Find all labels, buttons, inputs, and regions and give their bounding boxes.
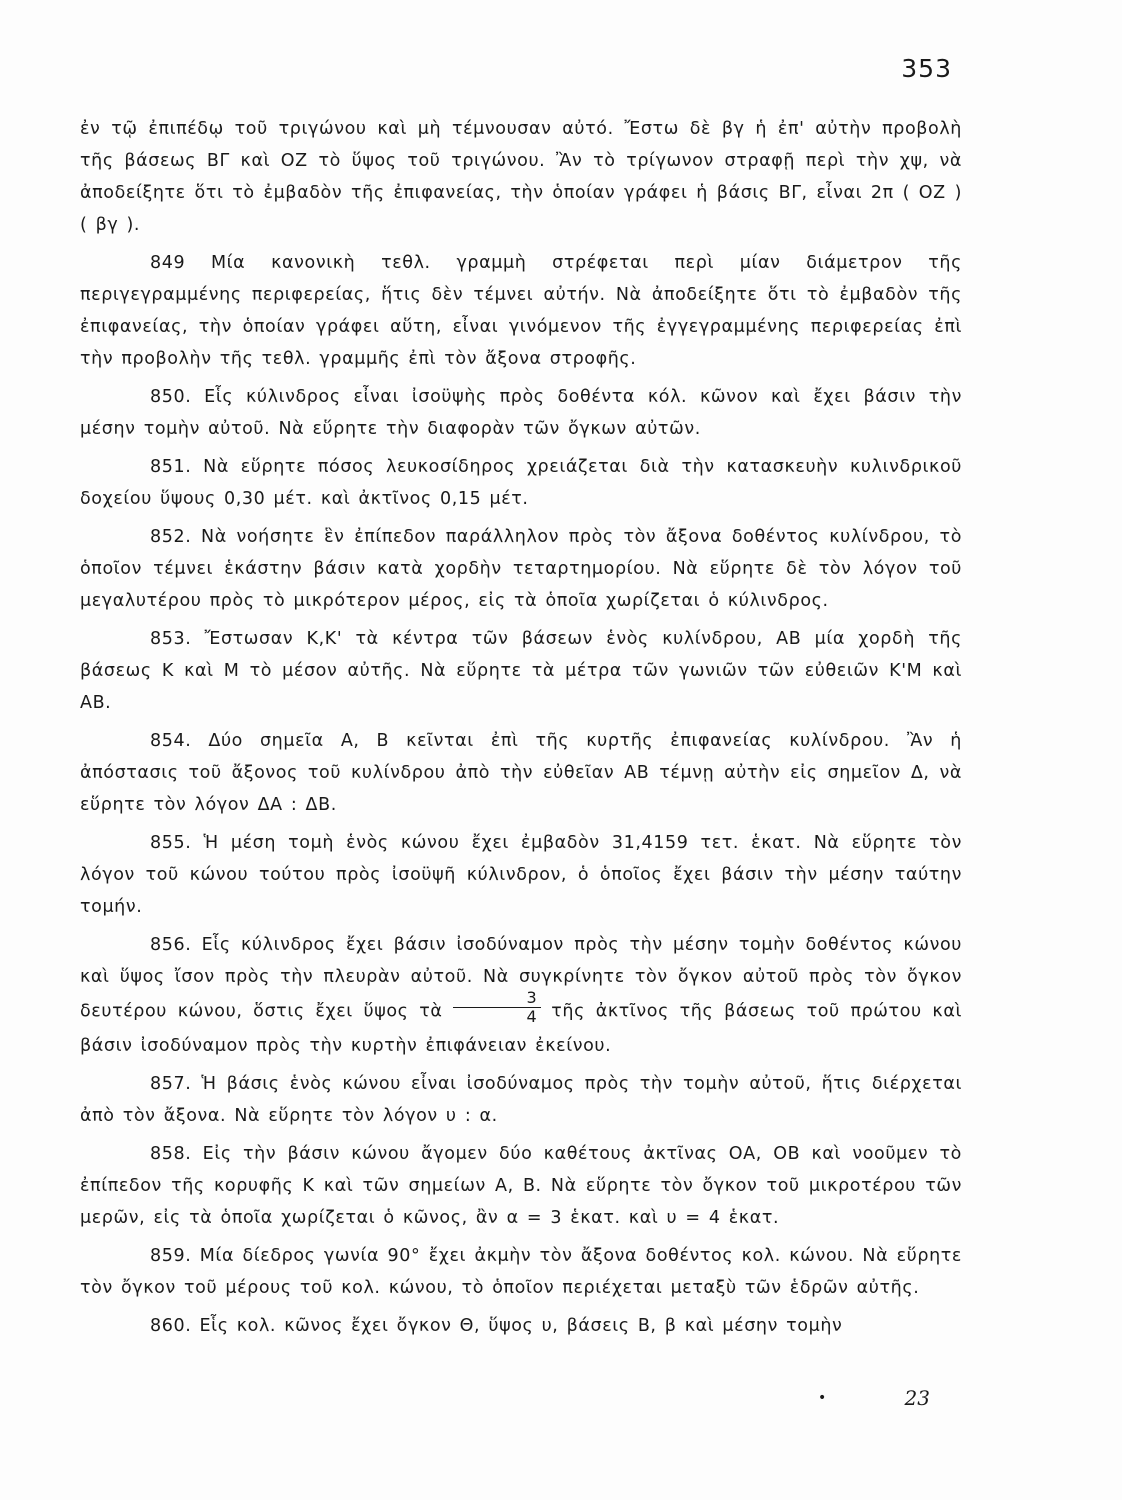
page-body [80, 113, 962, 1348]
footer-bullet: • [818, 1390, 827, 1406]
problem-858: 858. Εἰς τὴν βάσιν κώνου ἄγομεν δύο καθέτους ἀκτῖνας ΟΑ, ΟΒ καὶ νοοῦμεν τὸ ἐπίπεδον τῆς κορυφῆς Κ καὶ τῶν σημείων Α, Β. Νὰ εὕρητε τὸν ὄγκον τοῦ μικροτέρου τῶν μερῶν, εἰς τὰ ὁποῖα χωρίζεται ὁ κῶνος, ἂν α = 3 ἑκατ. καὶ υ = 4 ἑκατ. [80, 1144, 962, 1228]
fraction-numerator: 3 [453, 989, 542, 1008]
problem-855: 855. Ἡ μέση τομὴ ἑνὸς κώνου ἔχει ἐμβαδὸν 31,4159 τετ. ἑκατ. Νὰ εὕρητε τὸν λόγον τοῦ κώνου τούτου πρὸς ἰσοϋψῆ κύλινδρον, ὁ ὁποῖος ἔχει βάσιν τὴν μέσην ταύτην τομήν. [80, 833, 962, 917]
problem-859: 859. Μία δίεδρος γωνία 90° ἔχει ἀκμὴν τὸν ἄξονα δοθέντος κολ. κώνου. Νὰ εὕρητε τὸν ὄγκον τοῦ μέρους τοῦ κολ. κώνου, τὸ ὁποῖον περιέχεται μεταξὺ τῶν ἑδρῶν αὐτῆς. [80, 1246, 962, 1298]
page-number: 353 [901, 54, 952, 83]
problem-853: 853. Ἔστωσαν Κ,Κ' τὰ κέντρα τῶν βάσεων ἑνὸς κυλίνδρου, ΑΒ μία χορδὴ τῆς βάσεως Κ καὶ Μ τὸ μέσον αὐτῆς. Νὰ εὕρητε τὰ μέτρα τῶν γωνιῶν τῶν εὐθειῶν Κ'Μ καὶ ΑΒ. [80, 629, 962, 713]
fraction-three-quarters [453, 989, 542, 1026]
problem-857: 857. Ἡ βάσις ἑνὸς κώνου εἶναι ἰσοδύναμος πρὸς τὴν τομὴν αὐτοῦ, ἥτις διέρχεται ἀπὸ τὸν ἄξονα. Νὰ εὕρητε τὸν λόγον υ : α. [80, 1074, 962, 1126]
fraction-denominator: 4 [526, 1007, 538, 1026]
problem-851: 851. Νὰ εὕρητε πόσος λευκοσίδηρος χρειάζεται διὰ τὴν κατασκευὴν κυλινδρικοῦ δοχείου ὕψους 0,30 μέτ. καὶ ἀκτῖνος 0,15 μέτ. [80, 457, 962, 509]
problem-856-text-b: τῆς ἀκτῖνος τῆς βάσεως τοῦ πρώτου καὶ βάσιν ἰσοδύναμον πρὸς τὴν κυρτὴν ἐπιφάνειαν ἐκείνου. [80, 1001, 962, 1056]
problem-852: 852. Νὰ νοήσητε ἓν ἐπίπεδον παράλληλον πρὸς τὸν ἄξονα δοθέντος κυλίνδρου, τὸ ὁποῖον τέμνει ἑκάστην βάσιν κατὰ χορδὴν τεταρτημορίου. Νὰ εὕρητε δὲ τὸν λόγον τοῦ μεγαλυτέρου πρὸς τὸ μικρότερον μέρος, εἰς τὰ ὁποῖα χωρίζεται ὁ κύλινδρος. [80, 527, 962, 611]
paragraph-continuation: ἐν τῷ ἐπιπέδῳ τοῦ τριγώνου καὶ μὴ τέμνουσαν αὐτό. Ἔστω δὲ βγ ἡ ἐπ' αὐτὴν προβολὴ τῆς βάσεως ΒΓ καὶ ΟΖ τὸ ὕψος τοῦ τριγώνου. Ἂν τὸ τρίγωνον στραφῇ περὶ τὴν χψ, νὰ ἀποδείξητε ὅτι τὸ ἐμβαδὸν τῆς ἐπιφανείας, τὴν ὁποίαν γράφει ἡ βάσις ΒΓ, εἶναι 2π ( ΟΖ ) ( βγ ). [80, 119, 962, 235]
problem-856 [80, 929, 962, 1062]
problem-854: 854. Δύο σημεῖα Α, Β κεῖνται ἐπὶ τῆς κυρτῆς ἐπιφανείας κυλίνδρου. Ἂν ἡ ἀπόστασις τοῦ ἄξονος τοῦ κυλίνδρου ἀπὸ τὴν εὐθεῖαν ΑΒ τέμνῃ αὐτὴν εἰς σημεῖον Δ, νὰ εὕρητε τὸν λόγον ΔΑ : ΔΒ. [80, 731, 962, 815]
problem-860: 860. Εἷς κολ. κῶνος ἔχει ὄγκον Θ, ὕψος υ, βάσεις Β, β καὶ μέσην τομὴν [150, 1316, 843, 1336]
problem-850: 850. Εἷς κύλινδρος εἶναι ἰσοϋψὴς πρὸς δοθέντα κόλ. κῶνον καὶ ἔχει βάσιν τὴν μέσην τομὴν αὐτοῦ. Νὰ εὕρητε τὴν διαφορὰν τῶν ὄγκων αὐτῶν. [80, 387, 962, 439]
sheet-number: 23 [904, 1386, 930, 1410]
problem-856-text-a: 856. Εἷς κύλινδρος ἔχει βάσιν ἰσοδύναμον πρὸς τὴν μέσην τομὴν δοθέντος κώνου καὶ ὕψος ἴσον πρὸς τὴν πλευρὰν αὐτοῦ. Νὰ συγκρίνητε τὸν ὄγκον αὐτοῦ πρὸς τὸν ὄγκον δευτέρου κώνου, ὅστις ἔχει ὕψος τὰ [80, 935, 962, 1022]
problem-849: 849 Μία κανονικὴ τεθλ. γραμμὴ στρέφεται περὶ μίαν διάμετρον τῆς περιγεγραμμένης περιφερείας, ἥτις δὲν τέμνει αὐτήν. Νὰ ἀποδείξητε ὅτι τὸ ἐμβαδὸν τῆς ἐπιφανείας, τὴν ὁποίαν γράφει αὕτη, εἶναι γινόμενον τῆς ἐγγεγραμμένης περιφερείας ἐπὶ τὴν προβολὴν τῆς τεθλ. γραμμῆς ἐπὶ τὸν ἄξονα στροφῆς. [80, 253, 962, 369]
